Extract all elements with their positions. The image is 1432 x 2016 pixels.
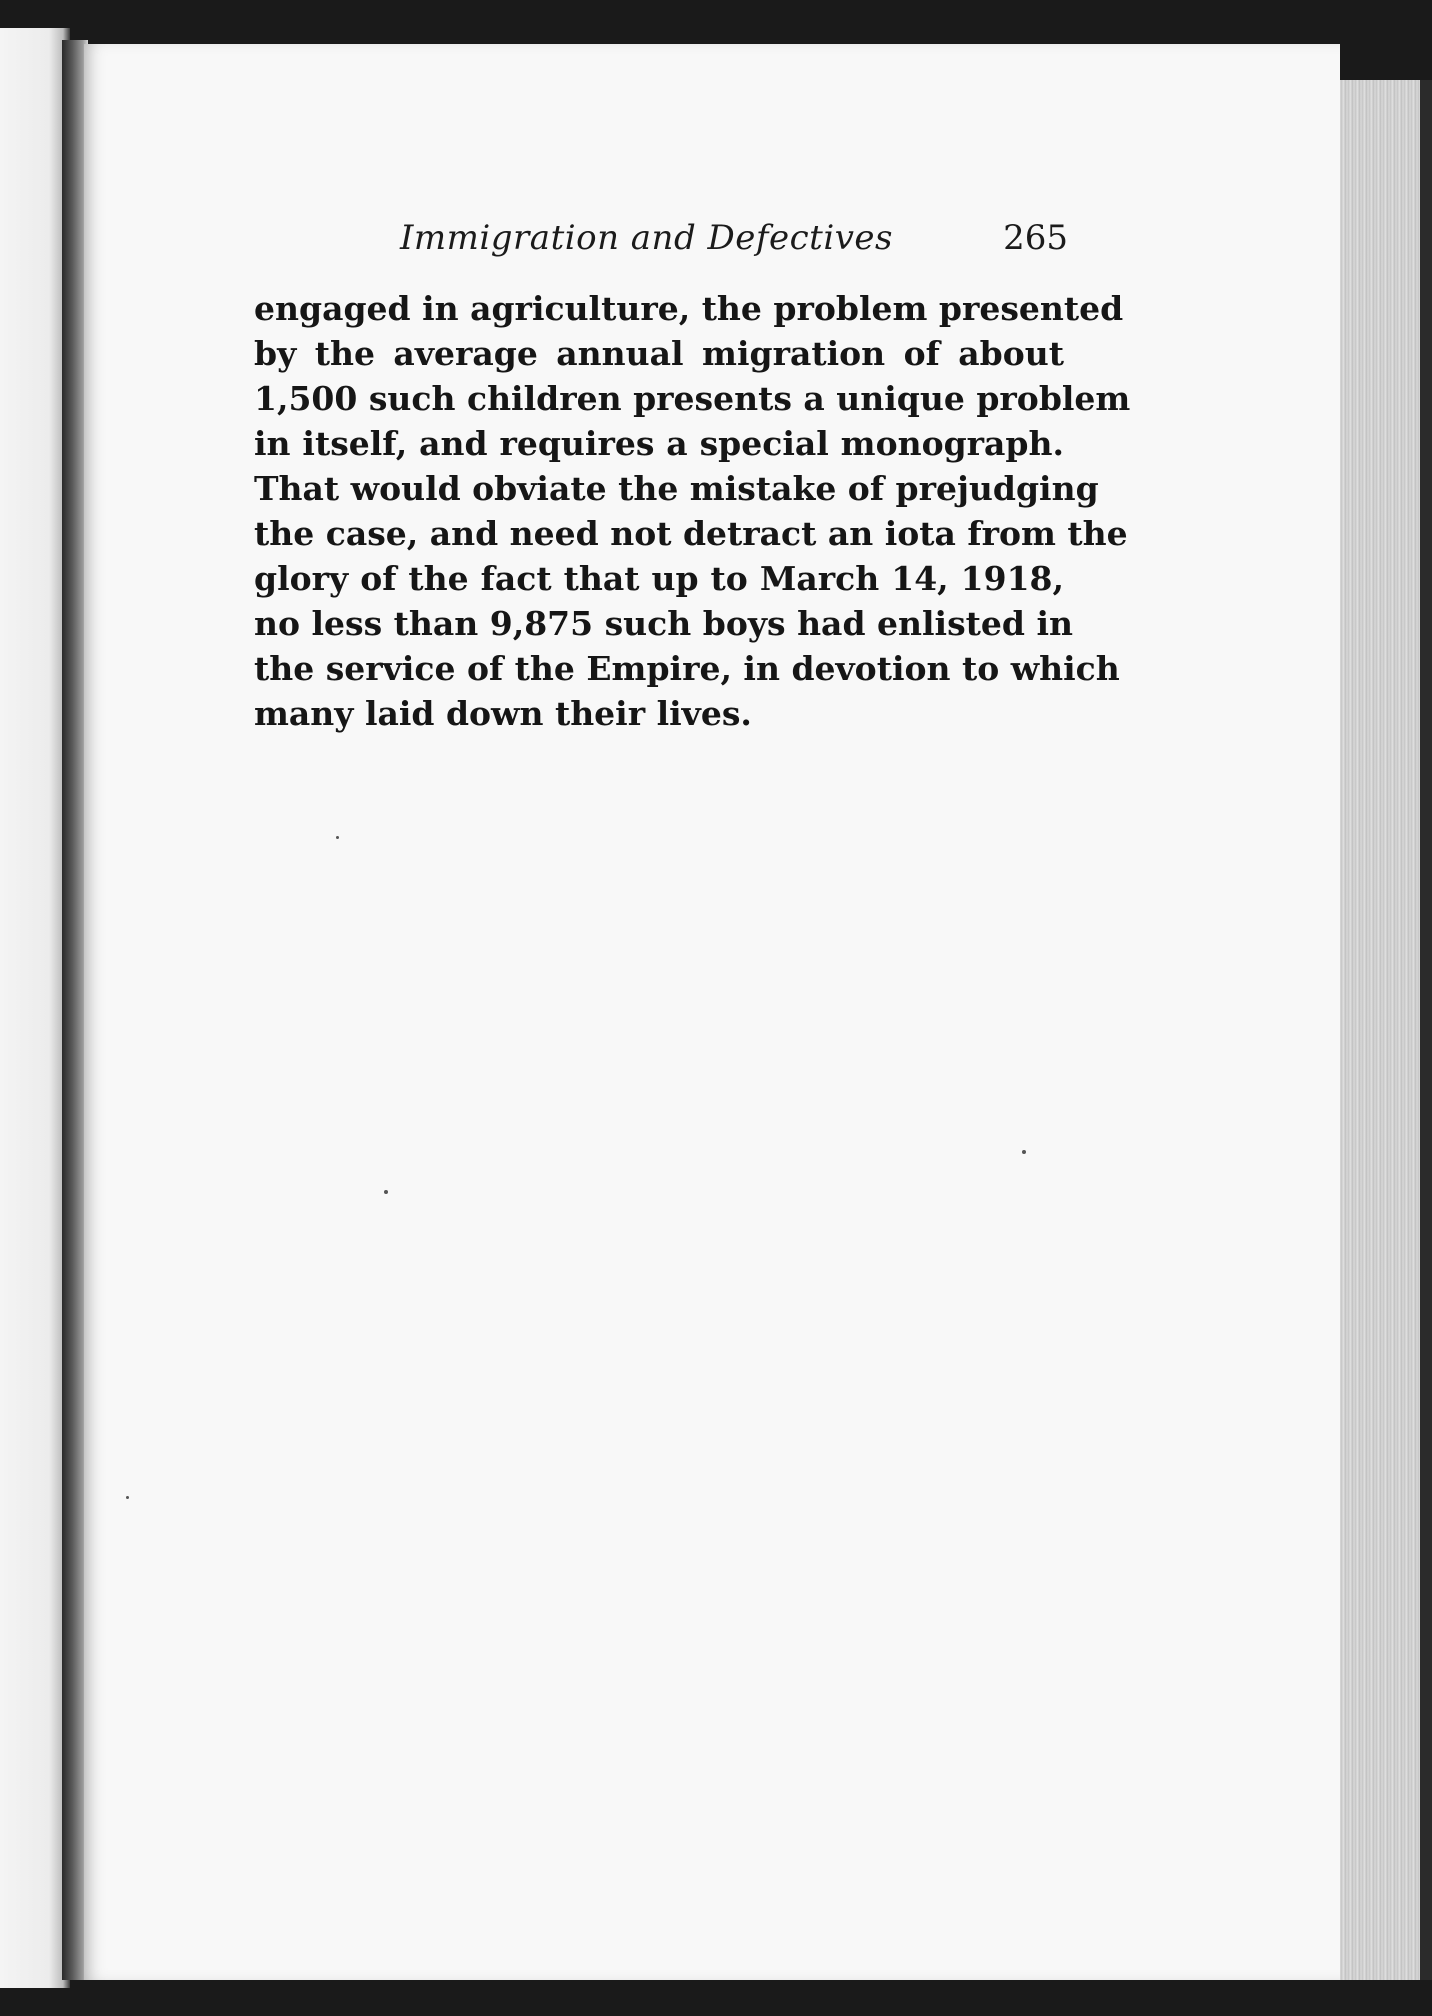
dust-speck: [1022, 1150, 1026, 1154]
text-line: many laid down their lives.: [254, 694, 752, 733]
dust-speck: [126, 1496, 129, 1499]
page-number: 265: [1003, 218, 1068, 258]
text-line: engaged in agriculture, the problem presented: [254, 289, 1124, 328]
text-line: the service of the Empire, in devotion to which: [254, 649, 1120, 688]
text-line: glory of the fact that up to March 14, 1918,: [254, 559, 1064, 598]
text-line: the case, and need not detract an iota from the: [254, 514, 1128, 553]
body-paragraph: [254, 286, 1131, 736]
previous-page-edge: [0, 28, 70, 1988]
running-head: [400, 218, 1068, 274]
book-cover-edge: [1420, 80, 1432, 1980]
text-line: in itself, and requires a special monograph.: [254, 424, 1064, 463]
text-line: That would obviate the mistake of prejudging: [254, 469, 1099, 508]
text-line: by the average annual migration of about: [254, 334, 1064, 373]
dust-speck: [336, 836, 339, 839]
dust-speck: [384, 1190, 388, 1194]
text-line: 1,500 such children presents a unique problem: [254, 379, 1131, 418]
text-line: no less than 9,875 such boys had enlisted in: [254, 604, 1073, 643]
running-title: Immigration and Defectives: [400, 218, 893, 258]
